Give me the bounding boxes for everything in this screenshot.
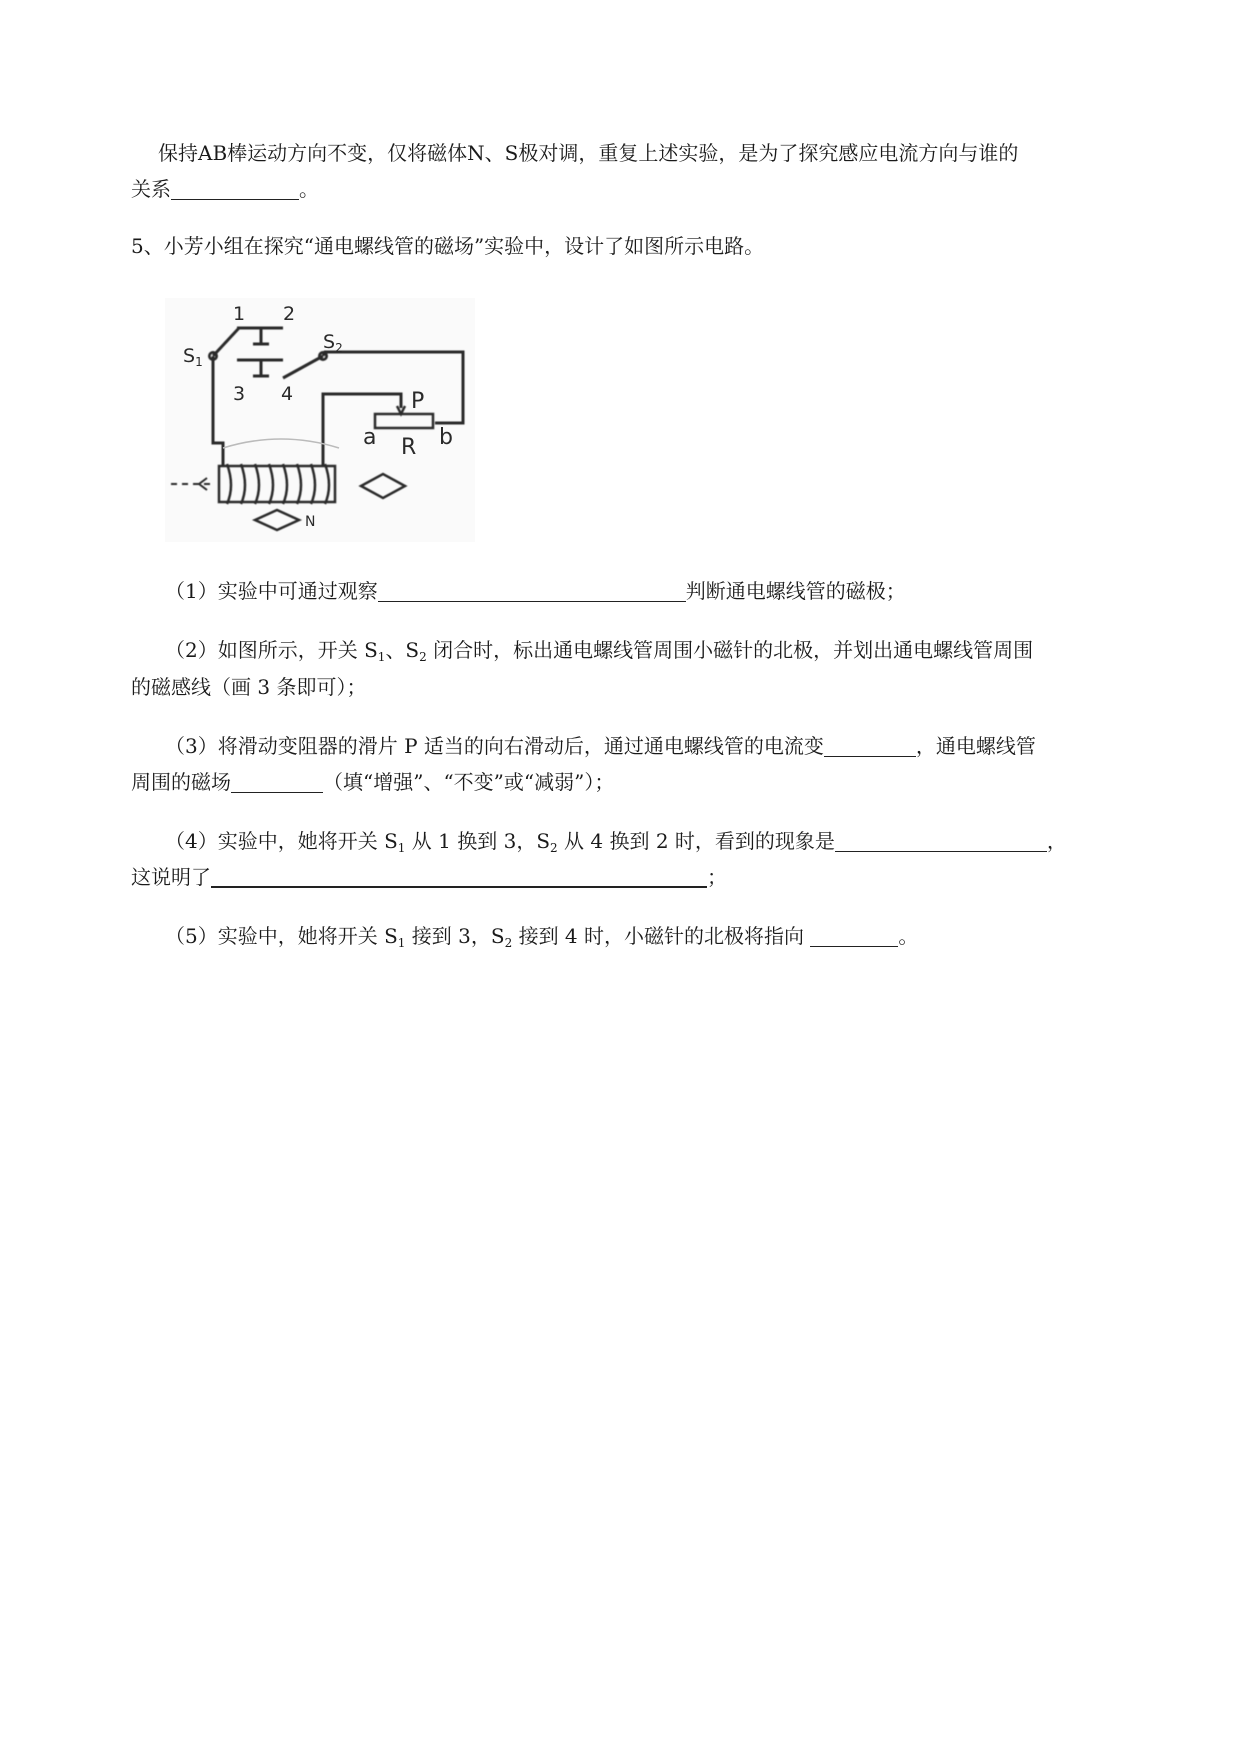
intro-line-2: 关系 。 — [131, 177, 319, 201]
sub-question-3-line-1: （3）将滑动变阻器的滑片 P 适当的向右滑动后，通过通电螺线管的电流变 ，通电螺线管 — [165, 734, 1036, 758]
circuit-diagram — [165, 298, 475, 542]
rheostat-r-label: R — [401, 435, 417, 460]
intro-line-1: 保持AB棒运动方向不变，仅将磁体N、S极对调，重复上述实验，是为了探究感应电流方向与谁的 — [158, 141, 1019, 165]
sub-question-3-line-2: 周围的磁场 （填“增强”、“不变”或“减弱”）； — [131, 770, 615, 794]
answer-blank[interactable] — [835, 831, 1047, 852]
answer-blank[interactable] — [231, 772, 323, 793]
answer-blank[interactable] — [378, 581, 686, 602]
switch-s2-label: $S_2$ — [323, 331, 343, 355]
answer-blank[interactable] — [824, 736, 916, 757]
answer-blank[interactable] — [211, 866, 707, 888]
end-b-label: b — [439, 425, 453, 450]
question-5-stem: 5、小芳小组在探究“通电螺线管的磁场”实验中，设计了如图所示电路。 — [131, 234, 765, 258]
answer-blank[interactable] — [171, 179, 299, 200]
terminal-4-label: 4 — [281, 383, 294, 405]
end-a-label: a — [363, 425, 377, 450]
sub-question-1: （1）实验中可通过观察 判断通电螺线管的磁极； — [165, 579, 906, 603]
sub-question-2-line-2: 的磁感线（画 3 条即可）； — [131, 675, 367, 699]
sub-question-4-line-1: （4）实验中，她将开关 $S_1$ 从 1 换到 3，$S_2$ 从 4 换到 2 时，看到的现象是 ， — [165, 829, 1067, 855]
answer-blank[interactable] — [810, 926, 898, 947]
terminal-2-label: 2 — [283, 303, 296, 325]
terminal-1-label: 1 — [233, 303, 246, 325]
slider-p-label: P — [411, 389, 425, 414]
terminal-3-label: 3 — [233, 383, 246, 405]
sub-question-5: （5）实验中，她将开关 $S_1$ 接到 3，$S_2$ 接到 4 时，小磁针的北极将指向 。 — [165, 924, 919, 950]
sub-question-2-line-1: （2）如图所示，开关 $S_1$、$S_2$ 闭合时，标出通电螺线管周围小磁针的北极，并划出通电螺线管周围 — [165, 638, 1034, 664]
north-pole-label: N — [305, 514, 316, 530]
switch-s1-label: $S_1$ — [183, 345, 203, 369]
sub-question-4-line-2: 这说明了 ； — [131, 865, 727, 889]
